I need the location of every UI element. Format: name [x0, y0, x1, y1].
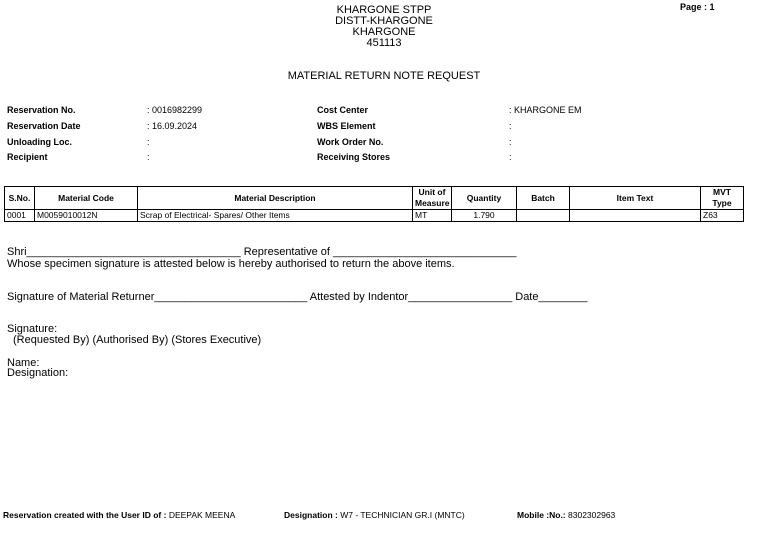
col-header-mvt-type: [701, 187, 744, 210]
created-by-value: DEEPAK MEENA: [168, 510, 236, 520]
cell-uom: MT: [413, 210, 452, 222]
wbs-element-value: :: [509, 121, 512, 131]
footer-designation-label: Designation :: [284, 510, 338, 520]
org-pincode: 451113: [366, 37, 402, 49]
created-by-label: Reservation created with the User ID of :: [3, 510, 167, 520]
material-table: [4, 186, 744, 222]
org-district: DISTT-KHARGONE: [335, 15, 433, 27]
document-title: MATERIAL RETURN NOTE REQUEST: [287, 70, 481, 82]
col-header-sno: S.No.: [5, 187, 35, 210]
designation-label: Designation:: [7, 367, 69, 379]
signature-line: Signature of Material Returner_________________________ Attested by Indentor_________________ Date________: [7, 291, 588, 303]
table-header-row: [5, 187, 744, 210]
page-number: Page : 1: [680, 2, 715, 12]
unloading-loc-value: :: [147, 137, 150, 147]
cell-sno: 0001: [5, 210, 35, 222]
cell-material-description: Scrap of Electrical- Spares/ Other Items: [138, 210, 413, 222]
name-label: Name:: [7, 357, 40, 369]
reservation-date-label: Reservation Date: [7, 121, 81, 131]
col-header-batch: Batch: [517, 187, 570, 210]
recipient-label: Recipient: [7, 152, 48, 162]
signature-label: Signature:: [7, 323, 58, 335]
cell-material-code: M0059010012N: [35, 210, 138, 222]
footer-designation: [284, 510, 465, 520]
mvt-line2: Type: [712, 198, 732, 208]
col-header-item-text: Item Text: [570, 187, 701, 210]
col-header-quantity: Quantity: [452, 187, 517, 210]
receiving-stores-value: :: [509, 152, 512, 162]
footer-mobile: [517, 510, 615, 520]
col-header-material-description: Material Description: [138, 187, 413, 210]
uom-line1: Unit of: [418, 187, 446, 197]
uom-line2: Measure: [415, 198, 450, 208]
authorisation-statement: Whose specimen signature is attested below is hereby authorised to return the above items.: [7, 258, 455, 270]
roles-line: (Requested By) (Authorised By) (Stores Executive): [13, 334, 262, 346]
work-order-label: Work Order No.: [317, 137, 384, 147]
shri-line: Shri___________________________________ Representative of ______________________________: [7, 246, 517, 258]
mobile-value: 8302302963: [568, 510, 616, 520]
cell-quantity: 1.790: [452, 210, 517, 222]
unloading-loc-label: Unloading Loc.: [7, 137, 72, 147]
reservation-no-label: Reservation No.: [7, 105, 76, 115]
footer-designation-value: W7 - TECHNICIAN GR.I (MNTC): [340, 510, 465, 520]
cell-item-text: [570, 210, 701, 222]
receiving-stores-label: Receiving Stores: [317, 152, 391, 162]
reservation-no-value: : 0016982299: [147, 105, 203, 115]
org-city: KHARGONE: [352, 26, 416, 38]
cell-batch: [517, 210, 570, 222]
work-order-value: :: [509, 137, 512, 147]
cost-center-label: Cost Center: [317, 105, 369, 115]
reservation-date-value: : 16.09.2024: [147, 121, 198, 131]
cost-center-value: : KHARGONE EM: [509, 105, 582, 115]
col-header-material-code: Material Code: [35, 187, 138, 210]
mvt-line1: MVT: [713, 187, 731, 197]
cell-mvt-type: Z63: [701, 210, 744, 222]
mobile-label: Mobile :No.:: [517, 510, 566, 520]
col-header-uom: [413, 187, 452, 210]
table-row: [5, 210, 744, 222]
recipient-value: :: [147, 152, 150, 162]
footer-created-by: [3, 510, 235, 520]
wbs-element-label: WBS Element: [317, 121, 376, 131]
org-name: KHARGONE STPP: [336, 4, 432, 16]
